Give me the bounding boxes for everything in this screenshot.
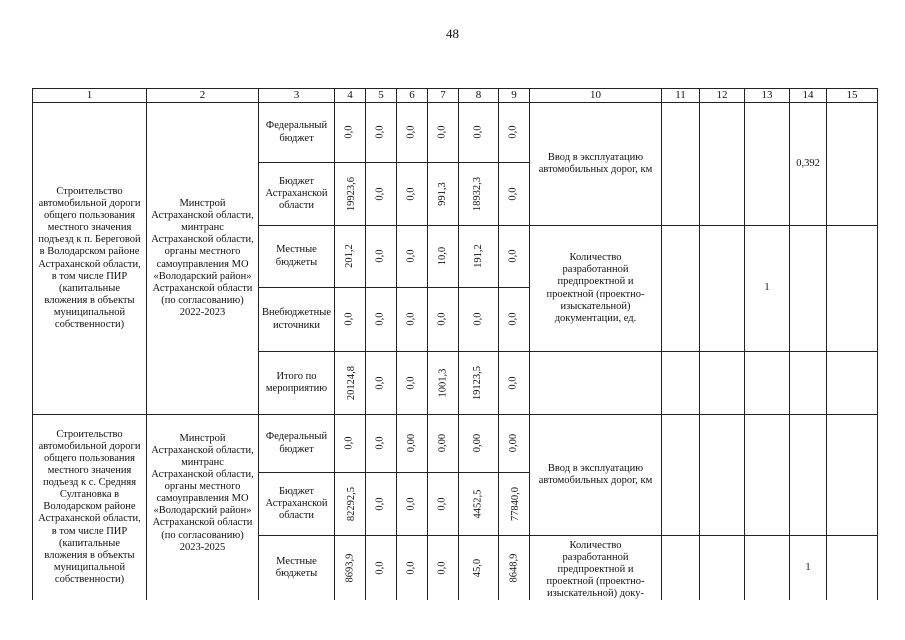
- value-cell: 0,0: [405, 187, 417, 201]
- value-cell: 0,00: [436, 434, 448, 453]
- value-cell: 18932,3: [472, 176, 484, 212]
- object-name: Строительство автомобильной дороги общего пользования местного значения подъезд к п. Береговой в Володарском районе Астраханской области, в том числе ПИР (капитальные вложения в объекты муниципальной собственности): [33, 103, 147, 415]
- value-cell: 0,0: [405, 125, 417, 140]
- funding-source: Бюджет Астраханской области: [259, 473, 335, 536]
- col-header: 9: [499, 89, 530, 103]
- value-cell: 0,0: [436, 125, 448, 140]
- funding-source: Федеральный бюджет: [259, 415, 335, 473]
- value-cell: 0,0: [507, 376, 519, 390]
- value-cell: 0,0: [374, 125, 386, 140]
- value-cell: 0,0: [507, 312, 519, 327]
- value-cell: 0,0: [343, 312, 355, 327]
- header-row: [33, 89, 878, 103]
- value-cell: 0,0: [374, 561, 386, 575]
- value-cell: 0,0: [507, 187, 519, 201]
- object-name: Строительство автомобильной дороги общего пользования местного значения подъезд к с. Средняя Султановка в Володарском районе Астраханской области, в том числе ПИР (капитальные вложения в объекты муниципальной собственности): [33, 415, 147, 601]
- indicator: Ввод в эксплуатацию автомобильных дорог, км: [530, 103, 662, 226]
- value-cell: 0,0: [405, 561, 417, 575]
- indicator-value: 1: [745, 226, 790, 352]
- indicator-value: 0,392: [790, 103, 827, 226]
- value-cell: 991,3: [436, 182, 448, 206]
- value-cell: 0,0: [405, 249, 417, 264]
- value-cell: 0,0: [374, 249, 386, 264]
- value-cell: 0,0: [374, 376, 386, 390]
- value-cell: 10,0: [436, 247, 448, 266]
- value-cell: 0,0: [436, 497, 448, 511]
- value-cell: 8648,9: [507, 553, 519, 583]
- indicator: Ввод в эксплуатацию автомобильных дорог, км: [530, 415, 662, 536]
- value-cell: 0,00: [405, 434, 417, 453]
- col-header: 2: [147, 89, 259, 103]
- value-cell: 4452,5: [472, 489, 484, 519]
- value-cell: 45,0: [472, 558, 484, 578]
- col-header: 14: [790, 89, 827, 103]
- indicator-value: 1: [790, 536, 827, 601]
- value-cell: 19123,5: [472, 365, 484, 401]
- value-cell: 0,0: [405, 312, 417, 327]
- value-cell: 0,0: [507, 249, 519, 264]
- indicator: Количество разработанной предпроектной и проектной (проектно-изыскательной) документации, ед.: [530, 226, 662, 352]
- value-cell: 201,2: [343, 244, 355, 269]
- value-cell: 0,00: [507, 434, 519, 453]
- value-cell: 191,2: [472, 244, 484, 269]
- value-cell: 0,0: [472, 125, 484, 140]
- value-cell: 0,0: [405, 376, 417, 390]
- funding-source: Бюджет Астраханской области: [259, 163, 335, 226]
- funding-source: Местные бюджеты: [259, 226, 335, 288]
- executor: Минстрой Астраханской области, минтранс Астраханской области, органы местного самоуправления МО «Володарский район» Астраханской области (по согласованию) 2022-2023: [147, 103, 259, 415]
- value-cell: 0,0: [374, 187, 386, 201]
- value-cell: 0,0: [436, 312, 448, 327]
- value-cell: 19923,6: [346, 176, 358, 212]
- col-header: 1: [33, 89, 147, 103]
- value-cell: 82292,5: [346, 486, 358, 522]
- col-header: 4: [335, 89, 366, 103]
- col-header: 12: [700, 89, 745, 103]
- funding-source: Федеральный бюджет: [259, 103, 335, 163]
- value-cell: 8693,9: [343, 553, 355, 583]
- funding-source: Местные бюджеты: [259, 536, 335, 601]
- col-header: 11: [662, 89, 700, 103]
- col-header: 5: [366, 89, 397, 103]
- value-cell: 0,0: [374, 436, 386, 451]
- value-cell: 0,00: [472, 434, 484, 453]
- value-cell: 0,0: [507, 125, 519, 140]
- page-number: 48: [446, 26, 459, 41]
- value-cell: 0,0: [374, 312, 386, 327]
- value-cell: 77840,0: [510, 486, 522, 522]
- col-header: 3: [259, 89, 335, 103]
- value-cell: 0,0: [343, 125, 355, 140]
- indicator: Количество разработанной предпроектной и проектной (проектно-изыскательной) доку-: [530, 536, 662, 601]
- value-cell: 1001,3: [436, 368, 448, 398]
- executor: Минстрой Астраханской области, минтранс Астраханской области, органы местного самоуправления МО «Володарский район» Астраханской области (по согласованию) 2023-2025: [147, 415, 259, 601]
- col-header: 15: [827, 89, 878, 103]
- col-header: 7: [428, 89, 459, 103]
- col-header: 13: [745, 89, 790, 103]
- value-cell: 0,0: [405, 497, 417, 511]
- col-header: 8: [459, 89, 499, 103]
- funding-source: Итого по мероприятию: [259, 352, 335, 415]
- funding-source: Внебюджетные источники: [259, 288, 335, 352]
- table-row: [33, 415, 878, 473]
- budget-table: [32, 88, 878, 600]
- value-cell: 0,0: [374, 497, 386, 511]
- value-cell: 20124,8: [346, 365, 358, 401]
- value-cell: 0,0: [472, 312, 484, 327]
- value-cell: 0,0: [436, 561, 448, 575]
- col-header: 6: [397, 89, 428, 103]
- col-header: 10: [530, 89, 662, 103]
- table-row: [33, 103, 878, 163]
- value-cell: 0,0: [343, 436, 355, 451]
